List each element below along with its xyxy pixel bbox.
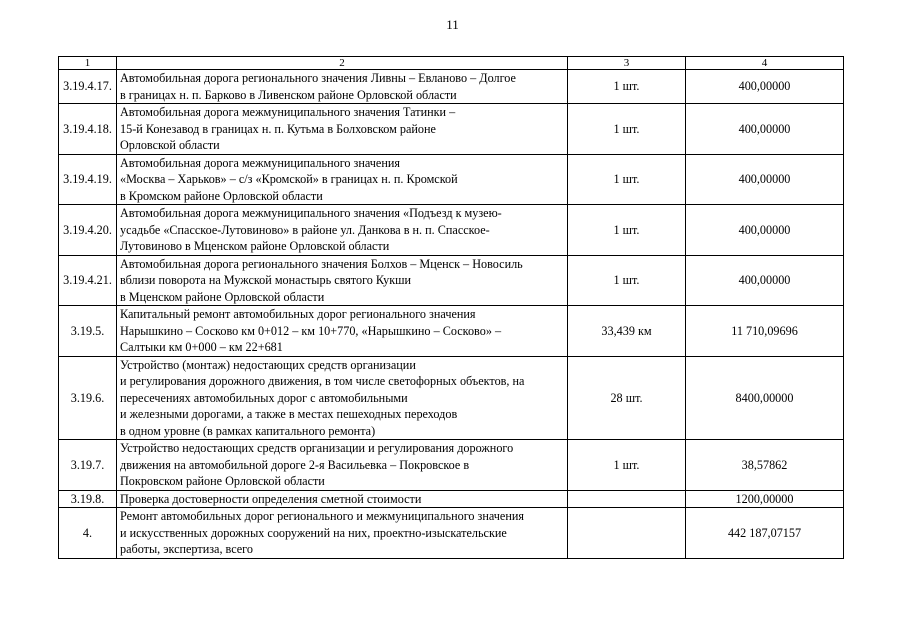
item-quantity: 33,439 км	[568, 306, 686, 357]
item-quantity: 1 шт.	[568, 255, 686, 306]
table-row	[59, 356, 844, 440]
description-line: Салтыки км 0+000 – км 22+681	[120, 340, 283, 354]
description-line: движения на автомобильной дороге 2-я Васильевка – Покровское в	[120, 457, 470, 472]
item-description	[117, 306, 568, 357]
description-line: Устройство недостающих средств организации и регулирования дорожного	[120, 441, 514, 455]
description-line: Автомобильная дорога межмуниципального значения Татинки –	[120, 105, 456, 119]
description-line: и железными дорогами, а также в местах пешеходных переходов	[120, 407, 458, 421]
table-row	[59, 70, 844, 104]
item-quantity	[568, 508, 686, 559]
item-number: 3.19.4.18.	[59, 104, 117, 155]
description-line: усадьбе «Спасское-Лутовиново» в районе ул. Данкова в н. п. Спасское-	[120, 222, 490, 237]
column-header: 3	[568, 57, 686, 70]
item-amount: 400,00000	[686, 70, 844, 104]
description-line: Автомобильная дорога регионального значения Ливны – Евланово – Долгое	[120, 71, 516, 85]
item-description	[117, 490, 568, 508]
item-quantity: 1 шт.	[568, 70, 686, 104]
description-line: вблизи поворота на Мужской монастырь святого Кукши	[120, 273, 412, 287]
description-line: и регулирования дорожного движения, в том числе светофорных объектов, на	[120, 374, 525, 388]
table-row	[59, 508, 844, 559]
item-number: 4.	[59, 508, 117, 559]
item-amount: 400,00000	[686, 205, 844, 256]
table-row	[59, 104, 844, 155]
item-description	[117, 440, 568, 491]
item-description	[117, 104, 568, 155]
description-line: Автомобильная дорога межмуниципального значения «Подъезд к музею-	[120, 206, 502, 220]
page-number: 11	[446, 17, 459, 32]
item-number: 3.19.4.17.	[59, 70, 117, 104]
item-description	[117, 70, 568, 104]
item-number: 3.19.6.	[59, 356, 117, 440]
description-line: Проверка достоверности определения сметной стоимости	[120, 491, 422, 506]
description-line: работы, экспертиза, всего	[120, 542, 253, 556]
item-description	[117, 255, 568, 306]
description-line: Лутовиново в Мценском районе Орловской области	[120, 239, 390, 253]
description-line: в Мценском районе Орловской области	[120, 289, 325, 304]
item-amount: 400,00000	[686, 154, 844, 205]
table-row	[59, 306, 844, 357]
description-line: в одном уровне (в рамках капитального ремонта)	[120, 423, 376, 438]
description-line: Ремонт автомобильных дорог регионального и межмуниципального значения	[120, 509, 524, 523]
description-line: Устройство (монтаж) недостающих средств организации	[120, 357, 416, 372]
table-row	[59, 205, 844, 256]
description-line: и искусственных дорожных сооружений на них, проектно-изыскательские	[120, 525, 507, 540]
table-header-row	[59, 57, 844, 70]
item-amount: 1200,00000	[686, 490, 844, 508]
description-line: в границах н. п. Барково в Ливенском районе Орловской области	[120, 87, 457, 102]
item-number: 3.19.4.21.	[59, 255, 117, 306]
column-header: 1	[59, 57, 117, 70]
item-amount: 8400,00000	[686, 356, 844, 440]
description-line: «Москва – Харьков» – с/з «Кромской» в границах н. п. Кромской	[120, 172, 458, 186]
item-description	[117, 508, 568, 559]
item-amount: 38,57862	[686, 440, 844, 491]
column-header: 2	[117, 57, 568, 70]
item-description	[117, 154, 568, 205]
item-description	[117, 205, 568, 256]
item-number: 3.19.8.	[59, 490, 117, 508]
description-line: Капитальный ремонт автомобильных дорог регионального значения	[120, 307, 476, 321]
item-amount: 11 710,09696	[686, 306, 844, 357]
description-line: в Кромском районе Орловской области	[120, 188, 323, 203]
table-row	[59, 440, 844, 491]
item-number: 3.19.4.20.	[59, 205, 117, 256]
description-line: Автомобильная дорога межмуниципального значения	[120, 155, 400, 170]
item-number: 3.19.7.	[59, 440, 117, 491]
description-line: Орловской области	[120, 138, 220, 152]
column-header: 4	[686, 57, 844, 70]
item-amount: 400,00000	[686, 255, 844, 306]
description-line: 15-й Конезавод в границах н. п. Кутьма в Болховском районе	[120, 121, 436, 136]
item-quantity: 1 шт.	[568, 205, 686, 256]
description-line: Покровском районе Орловской области	[120, 474, 325, 488]
table-row	[59, 255, 844, 306]
item-quantity	[568, 490, 686, 508]
description-line: Автомобильная дорога регионального значения Болхов – Мценск – Новосиль	[120, 256, 523, 271]
table-row	[59, 490, 844, 508]
item-description	[117, 356, 568, 440]
item-amount: 400,00000	[686, 104, 844, 155]
table-row	[59, 154, 844, 205]
description-line: Нарышкино – Сосково км 0+012 – км 10+770, «Нарышкино – Сосково» –	[120, 323, 502, 338]
item-number: 3.19.5.	[59, 306, 117, 357]
item-quantity: 28 шт.	[568, 356, 686, 440]
description-line: пересечениях автомобильных дорог с автомобильными	[120, 390, 408, 405]
item-quantity: 1 шт.	[568, 440, 686, 491]
item-quantity: 1 шт.	[568, 154, 686, 205]
table-body	[59, 70, 844, 559]
item-quantity: 1 шт.	[568, 104, 686, 155]
item-amount: 442 187,07157	[686, 508, 844, 559]
item-number: 3.19.4.19.	[59, 154, 117, 205]
budget-table	[58, 56, 844, 559]
